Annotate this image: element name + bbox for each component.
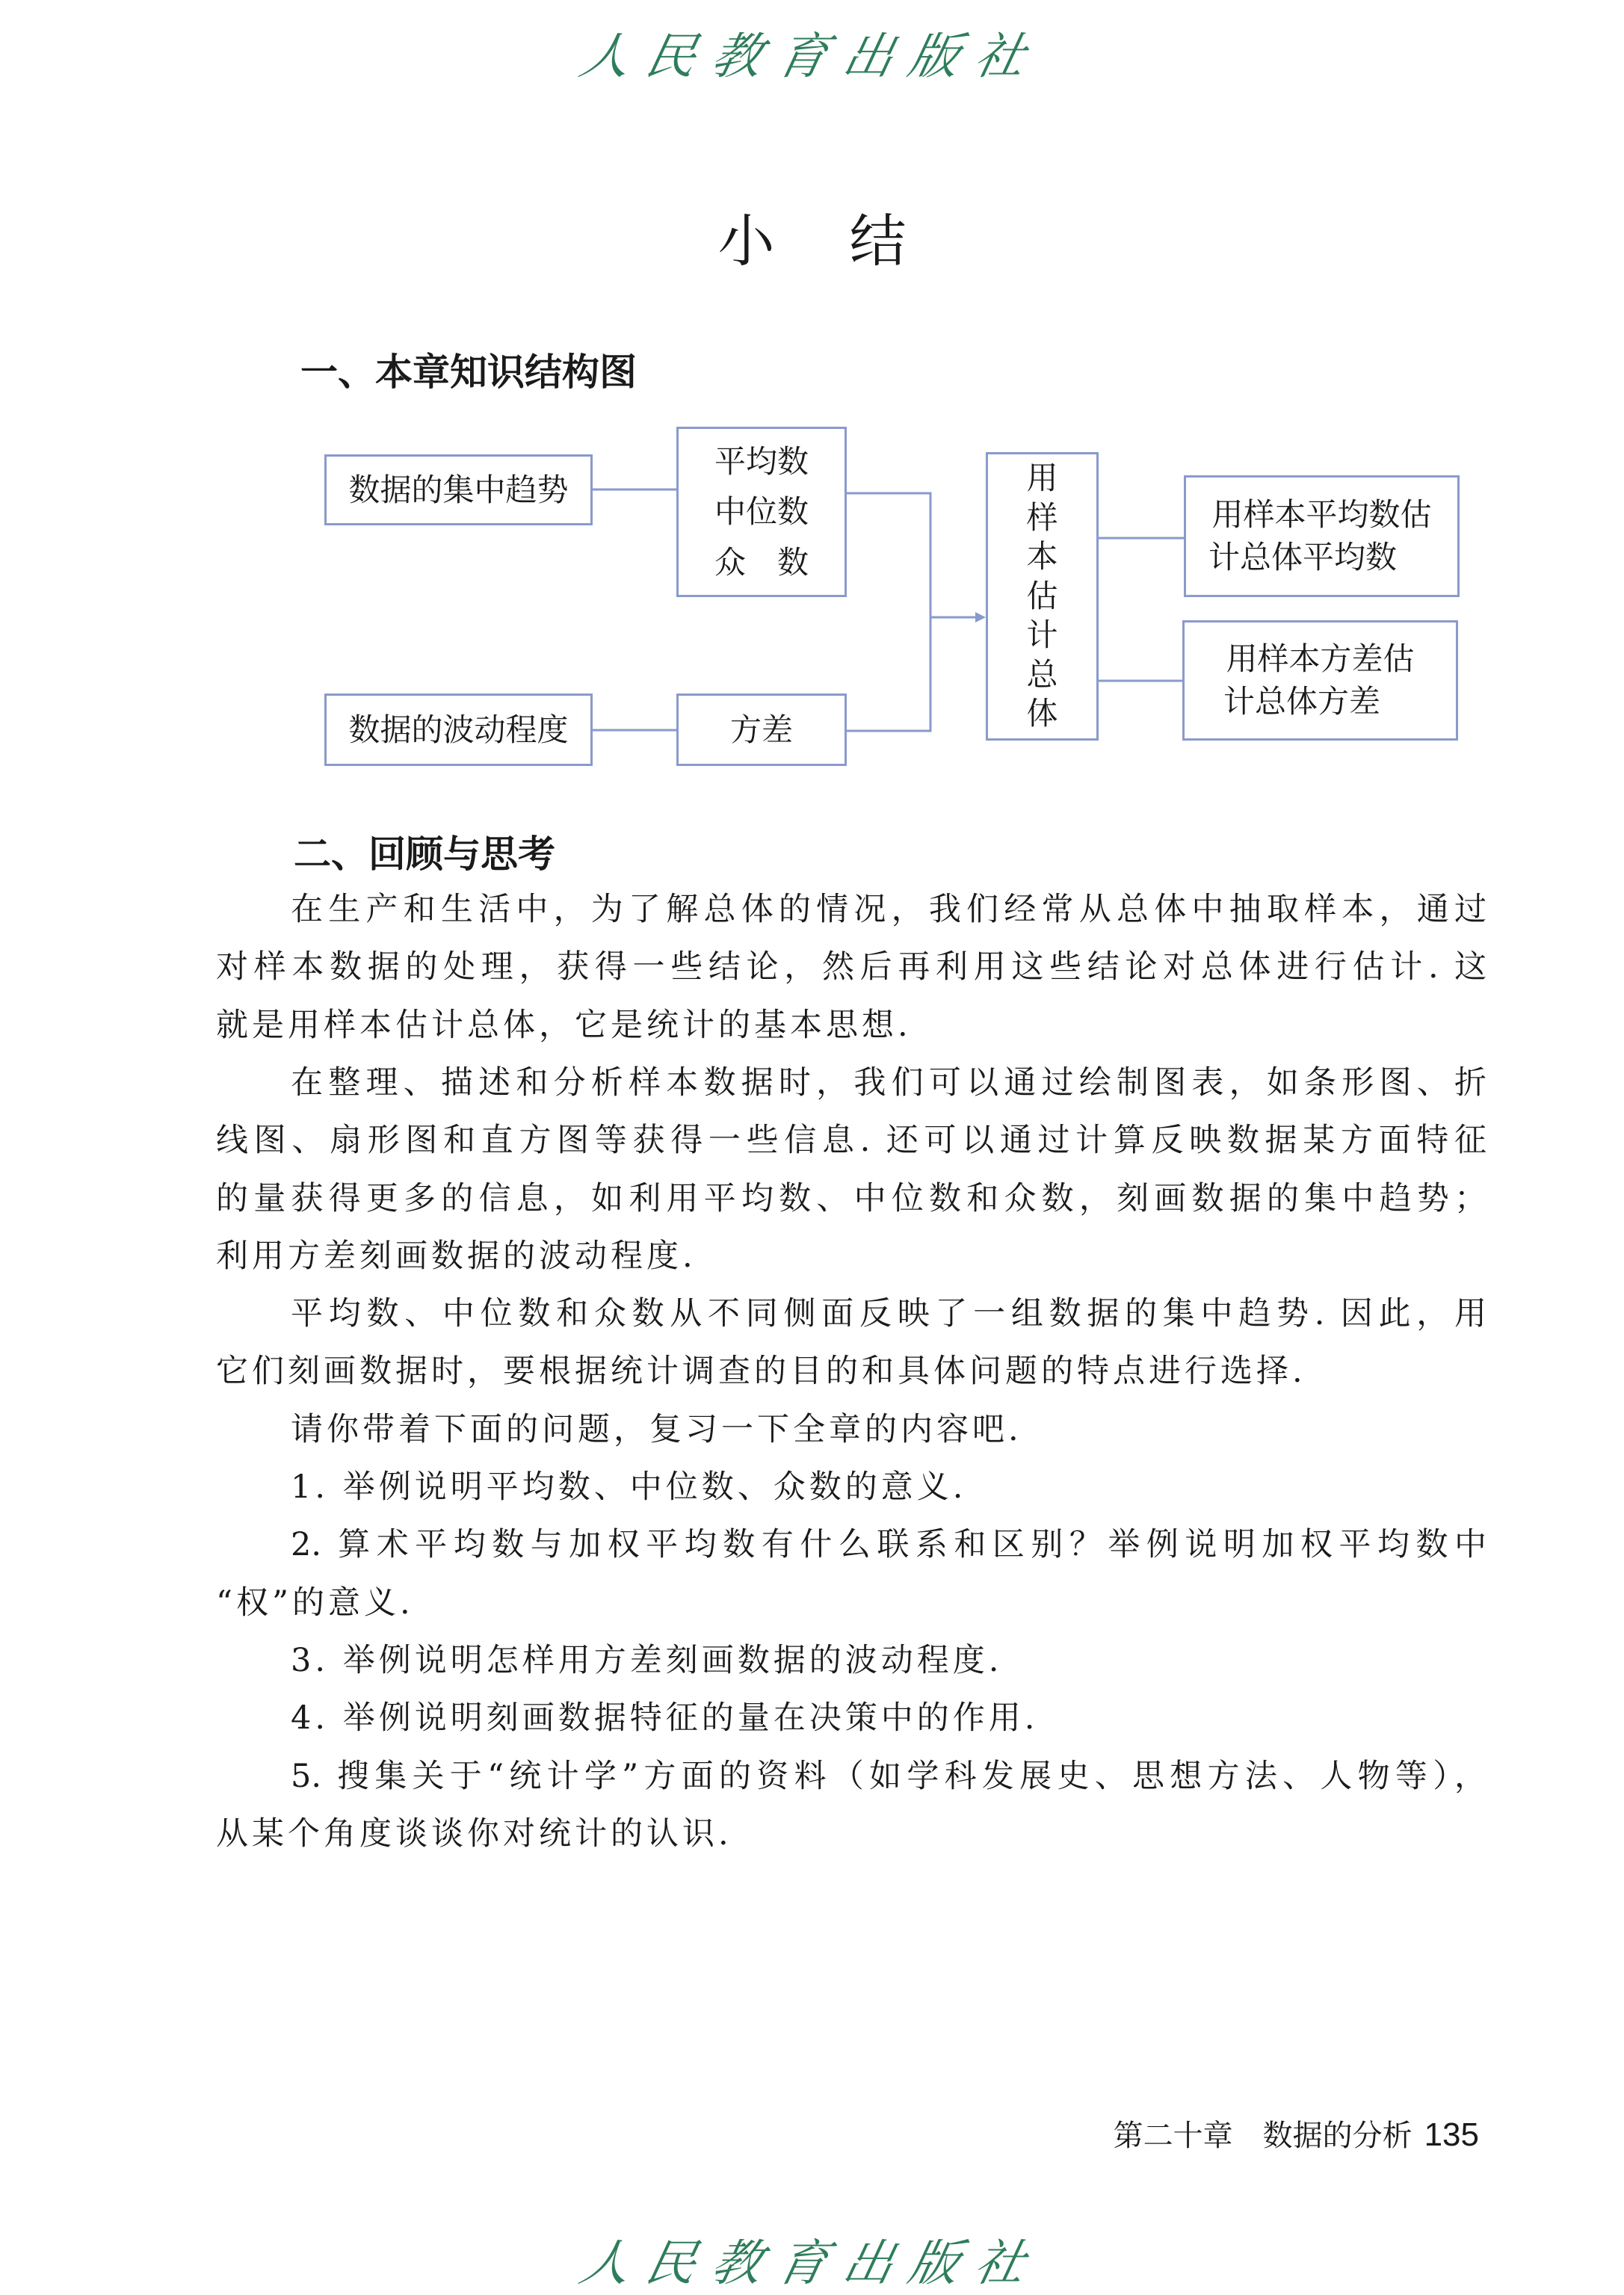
body-line: 在生产和生活中，为了解总体的情况，我们经常从总体中抽取样本，通过	[291, 891, 1486, 928]
body-line: 就是用样本估计总体，它是统计的基本思想.	[216, 1006, 912, 1044]
box-label: 数据的波动程度	[348, 711, 569, 748]
box-char: 本	[1026, 538, 1058, 575]
body-line: 在整理、描述和分析样本数据时，我们可以通过绘制图表，如条形图、折	[291, 1063, 1486, 1102]
publisher-logo-top: 人民教育出版社	[575, 28, 1048, 85]
page-footer	[1114, 2112, 1479, 2155]
page-title: 小结	[717, 208, 981, 274]
body-line: 从某个角度谈谈你对统计的认识.	[216, 1814, 732, 1853]
box-line: 用样本方差估	[1226, 640, 1415, 677]
section-heading-structure: 一、本章知识结构图	[300, 350, 637, 394]
publisher-logo-bottom: 人民教育出版社	[575, 2234, 1048, 2292]
body-line: 2. 算术平均数与加权平均数有什么联系和区别？举例说明加权平均数中	[291, 1526, 1486, 1564]
arrow-head-icon	[975, 612, 986, 623]
body-line: 对样本数据的处理，获得一些结论，然后再利用这些结论对总体进行估计. 这	[216, 948, 1486, 986]
box-char: 样	[1026, 498, 1058, 536]
box-variance-estimate	[1182, 620, 1458, 741]
body-line: 1. 举例说明平均数、中位数、众数的意义.	[291, 1468, 967, 1506]
box-dispersion	[324, 694, 593, 766]
box-line: 用样本平均数估	[1211, 495, 1432, 533]
box-char: 估	[1026, 577, 1058, 614]
box-char: 体	[1026, 695, 1058, 732]
box-label: 数据的集中趋势	[348, 471, 569, 508]
chapter-title: 第二十章 数据的分析	[1113, 2119, 1412, 2153]
box-char: 用	[1026, 460, 1058, 497]
body-line: 4. 举例说明刻画数据特征的量在决策中的作用.	[291, 1699, 1039, 1738]
body-line: 5. 搜集关于“统计学”方面的资料（如学科发展史、思想方法、人物等），	[291, 1757, 1486, 1795]
body-line: 它们刻画数据时，要根据统计调查的目的和具体问题的特点进行选择.	[216, 1353, 1306, 1391]
box-variance	[676, 694, 847, 766]
box-line: 计总体方差	[1223, 682, 1381, 720]
box-char: 计	[1026, 617, 1058, 654]
body-line: 线图、扇形图和直方图等获得一些信息. 还可以通过计算反映数据某方面特征	[216, 1122, 1486, 1160]
connector-merge	[847, 493, 930, 731]
page-number: 135	[1424, 2116, 1479, 2153]
body-line: “权”的意义.	[216, 1584, 414, 1622]
box-line: 中位数	[714, 493, 809, 531]
body-line: 的量获得更多的信息，如利用平均数、中位数和众数，刻画数据的集中趋势；	[216, 1179, 1486, 1217]
box-line: 平均数	[714, 443, 809, 481]
body-line: 请你带着下面的问题，复习一下全章的内容吧.	[291, 1410, 1022, 1448]
box-line: 计总体平均数	[1208, 538, 1398, 575]
section-heading-review: 二、回顾与思考	[294, 833, 555, 876]
body-line: 平均数、中位数和众数从不同侧面反映了一组数据的集中趋势. 因此，用	[291, 1295, 1486, 1333]
box-char: 总	[1026, 655, 1058, 693]
box-measures	[676, 427, 847, 597]
box-mean-estimate	[1184, 475, 1460, 597]
box-line: 众 数	[714, 543, 809, 581]
box-central-tendency	[324, 454, 593, 525]
box-sample-estimates-population	[986, 452, 1099, 741]
body-line: 3. 举例说明怎样用方差刻画数据的波动程度.	[291, 1641, 1003, 1679]
body-line: 利用方差刻画数据的波动程度.	[216, 1237, 697, 1275]
box-label: 方差	[729, 711, 793, 748]
